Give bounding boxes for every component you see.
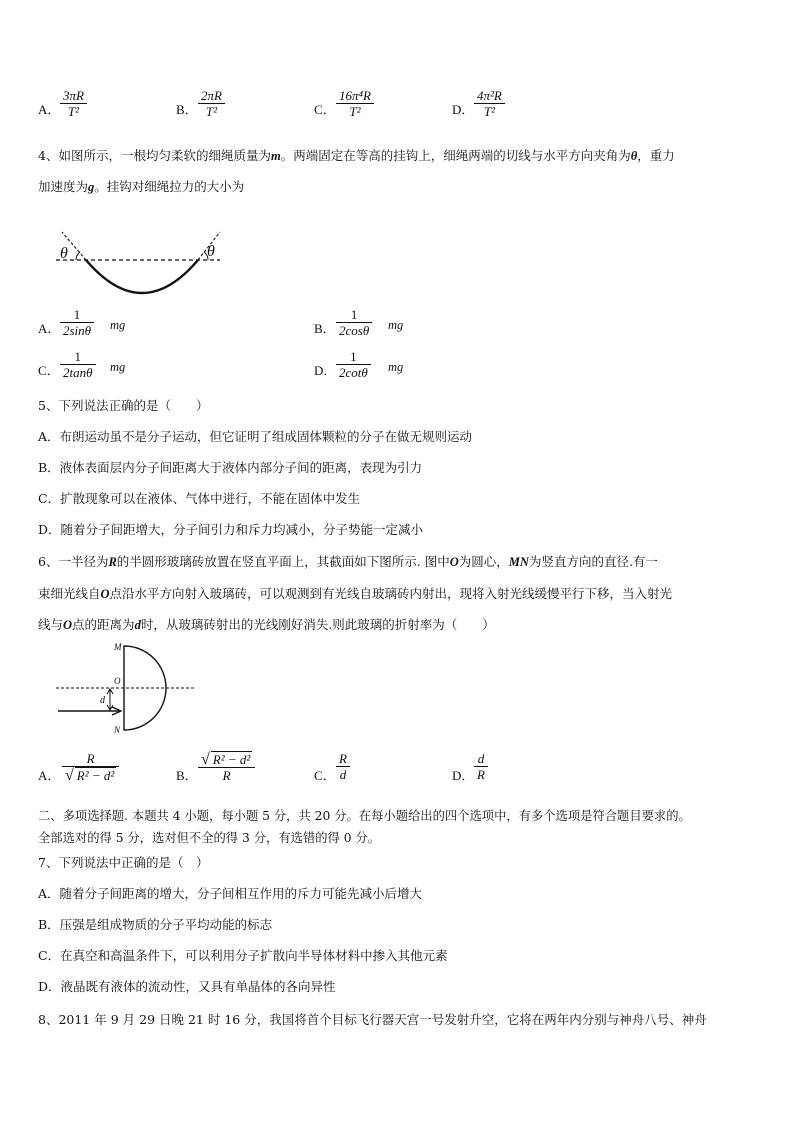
q7-option-a: A．随着分子间距离的增大，分子间相互作用的斥力可能先减小后增大	[38, 886, 423, 901]
q7-stem: 7、下列说法中正确的是（ ）	[38, 855, 209, 870]
q6-option-a-letter: A．	[38, 768, 61, 783]
q6-option-a-radicand: R² − d²	[76, 768, 115, 783]
q6-text-3b: 点的距离为	[72, 617, 135, 632]
q4-option-c-letter: C．	[38, 363, 60, 378]
q6-label-d: d	[100, 695, 105, 706]
q6-label-n: N	[114, 725, 121, 735]
q4-option-a-numerator: 1	[73, 307, 81, 322]
q4-option-d-letter: D．	[314, 363, 337, 378]
q4-option-a-letter: A．	[38, 321, 61, 336]
q6-semicircle-outline	[124, 646, 166, 730]
q4-stem-text-2a: 加速度为	[38, 179, 89, 194]
q3-option-b-denominator: T²	[205, 104, 218, 119]
q6-option-d-fraction	[474, 751, 488, 782]
q3-option-a-fraction	[60, 88, 87, 119]
q7-option-d: D．液晶既有液体的流动性，又具有单晶体的各向异性	[38, 979, 336, 994]
q4-figure-theta-right: θ	[207, 243, 215, 260]
q6-text-1b: 的半圆形玻璃砖放置在竖直平面上，其截面如下图所示. 图中	[116, 554, 450, 569]
q6-option-a-denominator: √ R² − d²	[65, 767, 115, 784]
q3-option-c-fraction	[336, 88, 374, 119]
q3-option-a-letter: A．	[38, 102, 61, 117]
q6-text-1d: 为竖直方向的直径.有一	[528, 554, 658, 569]
q4-option-d-mg: mg	[388, 360, 404, 374]
q4-option-a-fraction	[60, 307, 94, 338]
q6-stem-line-3	[38, 615, 495, 633]
q3-option-a-numerator: 3πR	[63, 88, 84, 103]
q6-option-c-fraction	[336, 751, 350, 782]
q4-option-d-denominator: 2cotθ	[339, 365, 368, 380]
section2-instructions-line-1: 二、多项选择题. 本题共 4 小题，每小题 5 分，共 20 分。在每小题给出的四个选项中，有多个选项是符合题目要求的。	[38, 809, 691, 823]
q3-option-b-letter: B．	[176, 102, 198, 117]
q6-option-c-denominator: d	[339, 767, 347, 782]
q6-text-2b: 点沿水平方向射入玻璃砖，可以观测到有光线自玻璃砖内射出，现将入射光线缓慢平行下移，当入射光	[109, 586, 673, 601]
q4-stem-text-1c: ，重力	[637, 148, 675, 163]
q6-glass-brick-figure	[54, 640, 204, 736]
q5-option-a: A．布朗运动虽不是分子运动，但它证明了组成固体颗粒的分子在做无规则运动	[38, 429, 473, 444]
section2-instructions-line-2: 全部选对的得 5 分，选对但不全的得 3 分，有选错的得 0 分。	[38, 831, 381, 845]
q6-option-c-letter: C．	[314, 768, 336, 783]
q6-text-3c: 时，从玻璃砖射出的光线刚好消失.则此玻璃的折射率为（ ）	[140, 617, 495, 632]
q6-option-b-numerator: √ R² − d²	[201, 751, 251, 768]
q4-rope-curve	[86, 260, 198, 293]
q4-rope-figure	[52, 226, 224, 298]
q6-option-b-fraction	[198, 751, 255, 783]
q6-stem-line-1	[38, 552, 658, 570]
q3-option-b-fraction	[198, 88, 225, 119]
q3-option-b-numerator: 2πR	[201, 88, 222, 103]
q6-option-b-denominator: R	[222, 768, 231, 783]
q4-var-theta: θ	[630, 149, 638, 163]
q6-text-3a: 线与	[38, 617, 64, 632]
q4-option-d-numerator: 1	[350, 349, 357, 364]
q4-option-b-mg: mg	[388, 318, 404, 332]
q6-var-o-2: O	[100, 587, 110, 601]
q5-option-c: C．扩散现象可以在液体、气体中进行，不能在固体中发生	[38, 491, 361, 506]
q8-stem: 8、2011 年 9 月 29 日晚 21 时 16 分，我国将首个目标飞行器天宫一号发射升空，它将在两年内分别与神舟八号、神舟	[38, 1012, 707, 1027]
q6-option-a-fraction	[62, 751, 119, 783]
q4-option-c-denominator: 2tanθ	[63, 365, 93, 380]
q6-option-d-letter: D．	[452, 768, 475, 783]
q4-option-b-numerator: 1	[350, 307, 358, 322]
q6-var-o: O	[449, 555, 459, 569]
q4-option-a-denominator: 2sinθ	[63, 323, 92, 338]
q4-figure-theta-left: θ	[60, 245, 68, 262]
q6-text-1a: 6、一半径为	[38, 554, 109, 569]
q4-option-a-mg: mg	[110, 318, 126, 332]
q6-label-m: M	[114, 642, 122, 652]
q6-stem-line-2	[38, 584, 672, 602]
q4-stem-line-2	[38, 177, 244, 195]
q3-option-d-letter: D．	[452, 102, 475, 117]
q4-option-b-fraction	[336, 307, 372, 338]
q3-option-c-letter: C．	[314, 102, 336, 117]
q3-option-d-denominator: T²	[483, 104, 495, 119]
q5-stem: 5、下列说法正确的是（ ）	[38, 398, 209, 413]
q6-var-mn: MN	[508, 555, 529, 569]
q4-stem-line-1	[38, 146, 675, 164]
q4-option-b-denominator: 2cosθ	[339, 323, 370, 338]
q4-stem-text-1b: 。两端固定在等高的挂钩上，细绳两端的切线与水平方向夹角为	[280, 148, 631, 163]
q6-text-1c: 为圆心，	[458, 554, 509, 569]
q4-stem-text-2b: 。挂钩对细绳拉力的大小为	[94, 179, 245, 194]
q6-label-o: O	[114, 676, 121, 686]
q6-var-r: R	[108, 555, 117, 569]
q5-option-b: B．液体表面层内分子间距离大于液体内部分子间的距离，表现为引力	[38, 460, 423, 475]
q4-option-b-letter: B．	[314, 321, 336, 336]
q4-option-d-fraction	[336, 349, 371, 380]
q6-var-o-3: O	[63, 618, 73, 632]
q6-text-2a: 束细光线自	[38, 586, 101, 601]
q7-option-b: B．压强是组成物质的分子平均动能的标志	[38, 917, 273, 932]
q6-option-b-letter: B．	[176, 768, 198, 783]
q4-option-c-mg: mg	[110, 360, 126, 374]
q5-option-d: D．随着分子间距增大，分子间引力和斥力均减小，分子势能一定减小	[38, 522, 424, 537]
q3-option-d-numerator: 4π²R	[477, 88, 502, 103]
q4-stem-text-1a: 4、如图所示，一根均匀柔软的细绳质量为	[38, 148, 271, 163]
q6-option-d-numerator: d	[477, 751, 485, 766]
q4-option-c-fraction	[60, 349, 96, 380]
q3-option-c-numerator: 16π⁴R	[339, 88, 371, 103]
q6-var-d: d	[134, 618, 141, 632]
q3-option-d-fraction	[474, 88, 505, 119]
q6-option-c-numerator: R	[339, 751, 347, 766]
q7-option-c: C．在真空和高温条件下，可以利用分子扩散向半导体材料中掺入其他元素	[38, 948, 448, 963]
q4-var-m: m	[270, 149, 281, 163]
q4-var-g: g	[88, 180, 95, 194]
q6-option-b-radicand: R² − d²	[212, 752, 251, 767]
q6-option-a-numerator: R	[86, 751, 95, 766]
q6-option-d-denominator: R	[477, 767, 485, 782]
q3-option-a-denominator: T²	[67, 104, 80, 119]
q3-option-c-denominator: T²	[349, 104, 361, 119]
q4-left-angle-arc	[76, 252, 80, 260]
q4-option-c-numerator: 1	[74, 349, 81, 364]
